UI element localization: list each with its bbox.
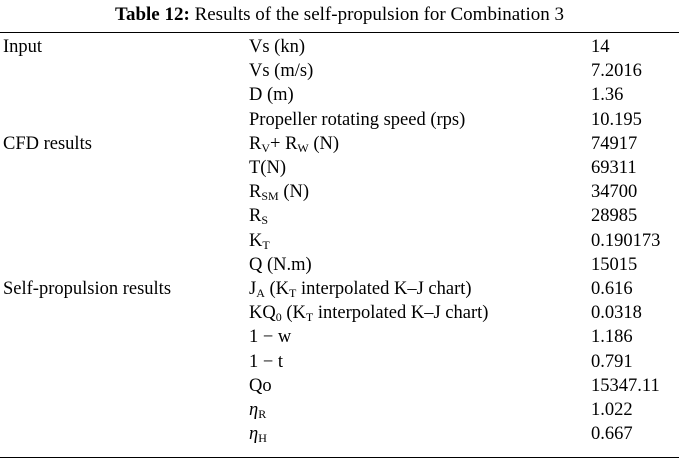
row-group-cell [0, 325, 249, 349]
row-group-cell: Self-propulsion results [3, 279, 172, 300]
row-value-cell: 28985 [591, 206, 638, 227]
row-parameter-cell: Vs (m/s) [249, 61, 314, 82]
row-value-cell: 1.022 [591, 400, 633, 421]
row-group-cell [0, 229, 249, 253]
row-parameter-cell: Q (N.m) [249, 254, 312, 275]
table-row [0, 301, 679, 325]
row-value-cell: 34700 [591, 182, 638, 203]
table-row [0, 156, 679, 180]
row-value-cell: 15347.11 [591, 375, 660, 396]
row-group-cell [0, 156, 249, 180]
row-parameter-cell: $R_V+ R_W$ (N) [249, 133, 340, 155]
row-group-cell: Input [3, 37, 43, 57]
row-group-cell [0, 83, 249, 107]
row-parameter-cell: $\eta_R$ [249, 400, 267, 422]
table-row [0, 277, 679, 301]
table-caption [0, 3, 679, 27]
row-value-cell: 14 [591, 37, 610, 57]
row-value-cell: 10.195 [591, 109, 642, 130]
row-value-cell: 0.616 [591, 279, 633, 300]
row-group-cell [0, 59, 249, 83]
table-caption-label: Table 12: [115, 4, 190, 25]
row-group-cell [0, 398, 249, 422]
row-group-cell [0, 422, 249, 446]
row-group-cell [0, 180, 249, 204]
table-row [0, 229, 679, 253]
row-parameter-cell: D (m) [249, 85, 294, 106]
table-row [0, 180, 679, 204]
table-row [0, 204, 679, 228]
row-value-cell: 15015 [591, 254, 638, 275]
results-table [0, 35, 679, 446]
row-value-cell: 0.791 [591, 351, 633, 372]
row-value-cell: 0.667 [591, 424, 633, 445]
row-value-cell: 7.2016 [591, 61, 642, 82]
row-parameter-cell: $R_S$ [249, 206, 269, 228]
row-group-cell: CFD results [3, 133, 92, 154]
row-group-cell [0, 301, 249, 325]
row-parameter-cell: $J_A$ ($K_T$ interpolated K–J chart) [249, 279, 472, 301]
row-parameter-cell: $\eta_H$ [249, 424, 267, 446]
row-value-cell: 69311 [591, 158, 637, 179]
table-row [0, 83, 679, 107]
table-row [0, 350, 679, 374]
row-value-cell: 1.186 [591, 327, 633, 348]
row-parameter-cell: Qo [249, 375, 272, 396]
row-group-cell [0, 108, 249, 132]
table-row [0, 374, 679, 398]
table-caption-text: Results of the self-propulsion for Combination 3 [194, 4, 564, 25]
row-group-cell [0, 374, 249, 398]
row-value-cell: 1.36 [591, 85, 624, 106]
row-parameter-cell: 1 − w [249, 327, 292, 348]
row-parameter-cell: Vs (kn) [249, 37, 306, 57]
row-parameter-cell: T(N) [249, 158, 286, 179]
table-row [0, 398, 679, 422]
row-group-cell [0, 350, 249, 374]
row-value-cell: 0.0318 [591, 303, 642, 324]
table-row [0, 253, 679, 277]
table-bottom-rule [0, 457, 679, 458]
table-top-rule [0, 32, 679, 33]
row-parameter-cell: $R_{SM}$ (N) [249, 182, 309, 204]
row-value-cell: 0.190173 [591, 230, 661, 251]
table-row [0, 59, 679, 83]
row-group-cell [0, 253, 249, 277]
row-parameter-cell: $KQ_0$ ($K_T$ interpolated K–J chart) [249, 303, 489, 325]
table-row [0, 422, 679, 446]
table-row [0, 35, 679, 59]
row-value-cell: 74917 [591, 133, 638, 154]
table-row [0, 132, 679, 156]
row-group-cell [0, 204, 249, 228]
table-row [0, 108, 679, 132]
row-parameter-cell: 1 − t [249, 351, 284, 372]
row-parameter-cell: Propeller rotating speed (rps) [249, 109, 466, 130]
row-parameter-cell: $K_T$ [249, 230, 270, 252]
table-row [0, 325, 679, 349]
